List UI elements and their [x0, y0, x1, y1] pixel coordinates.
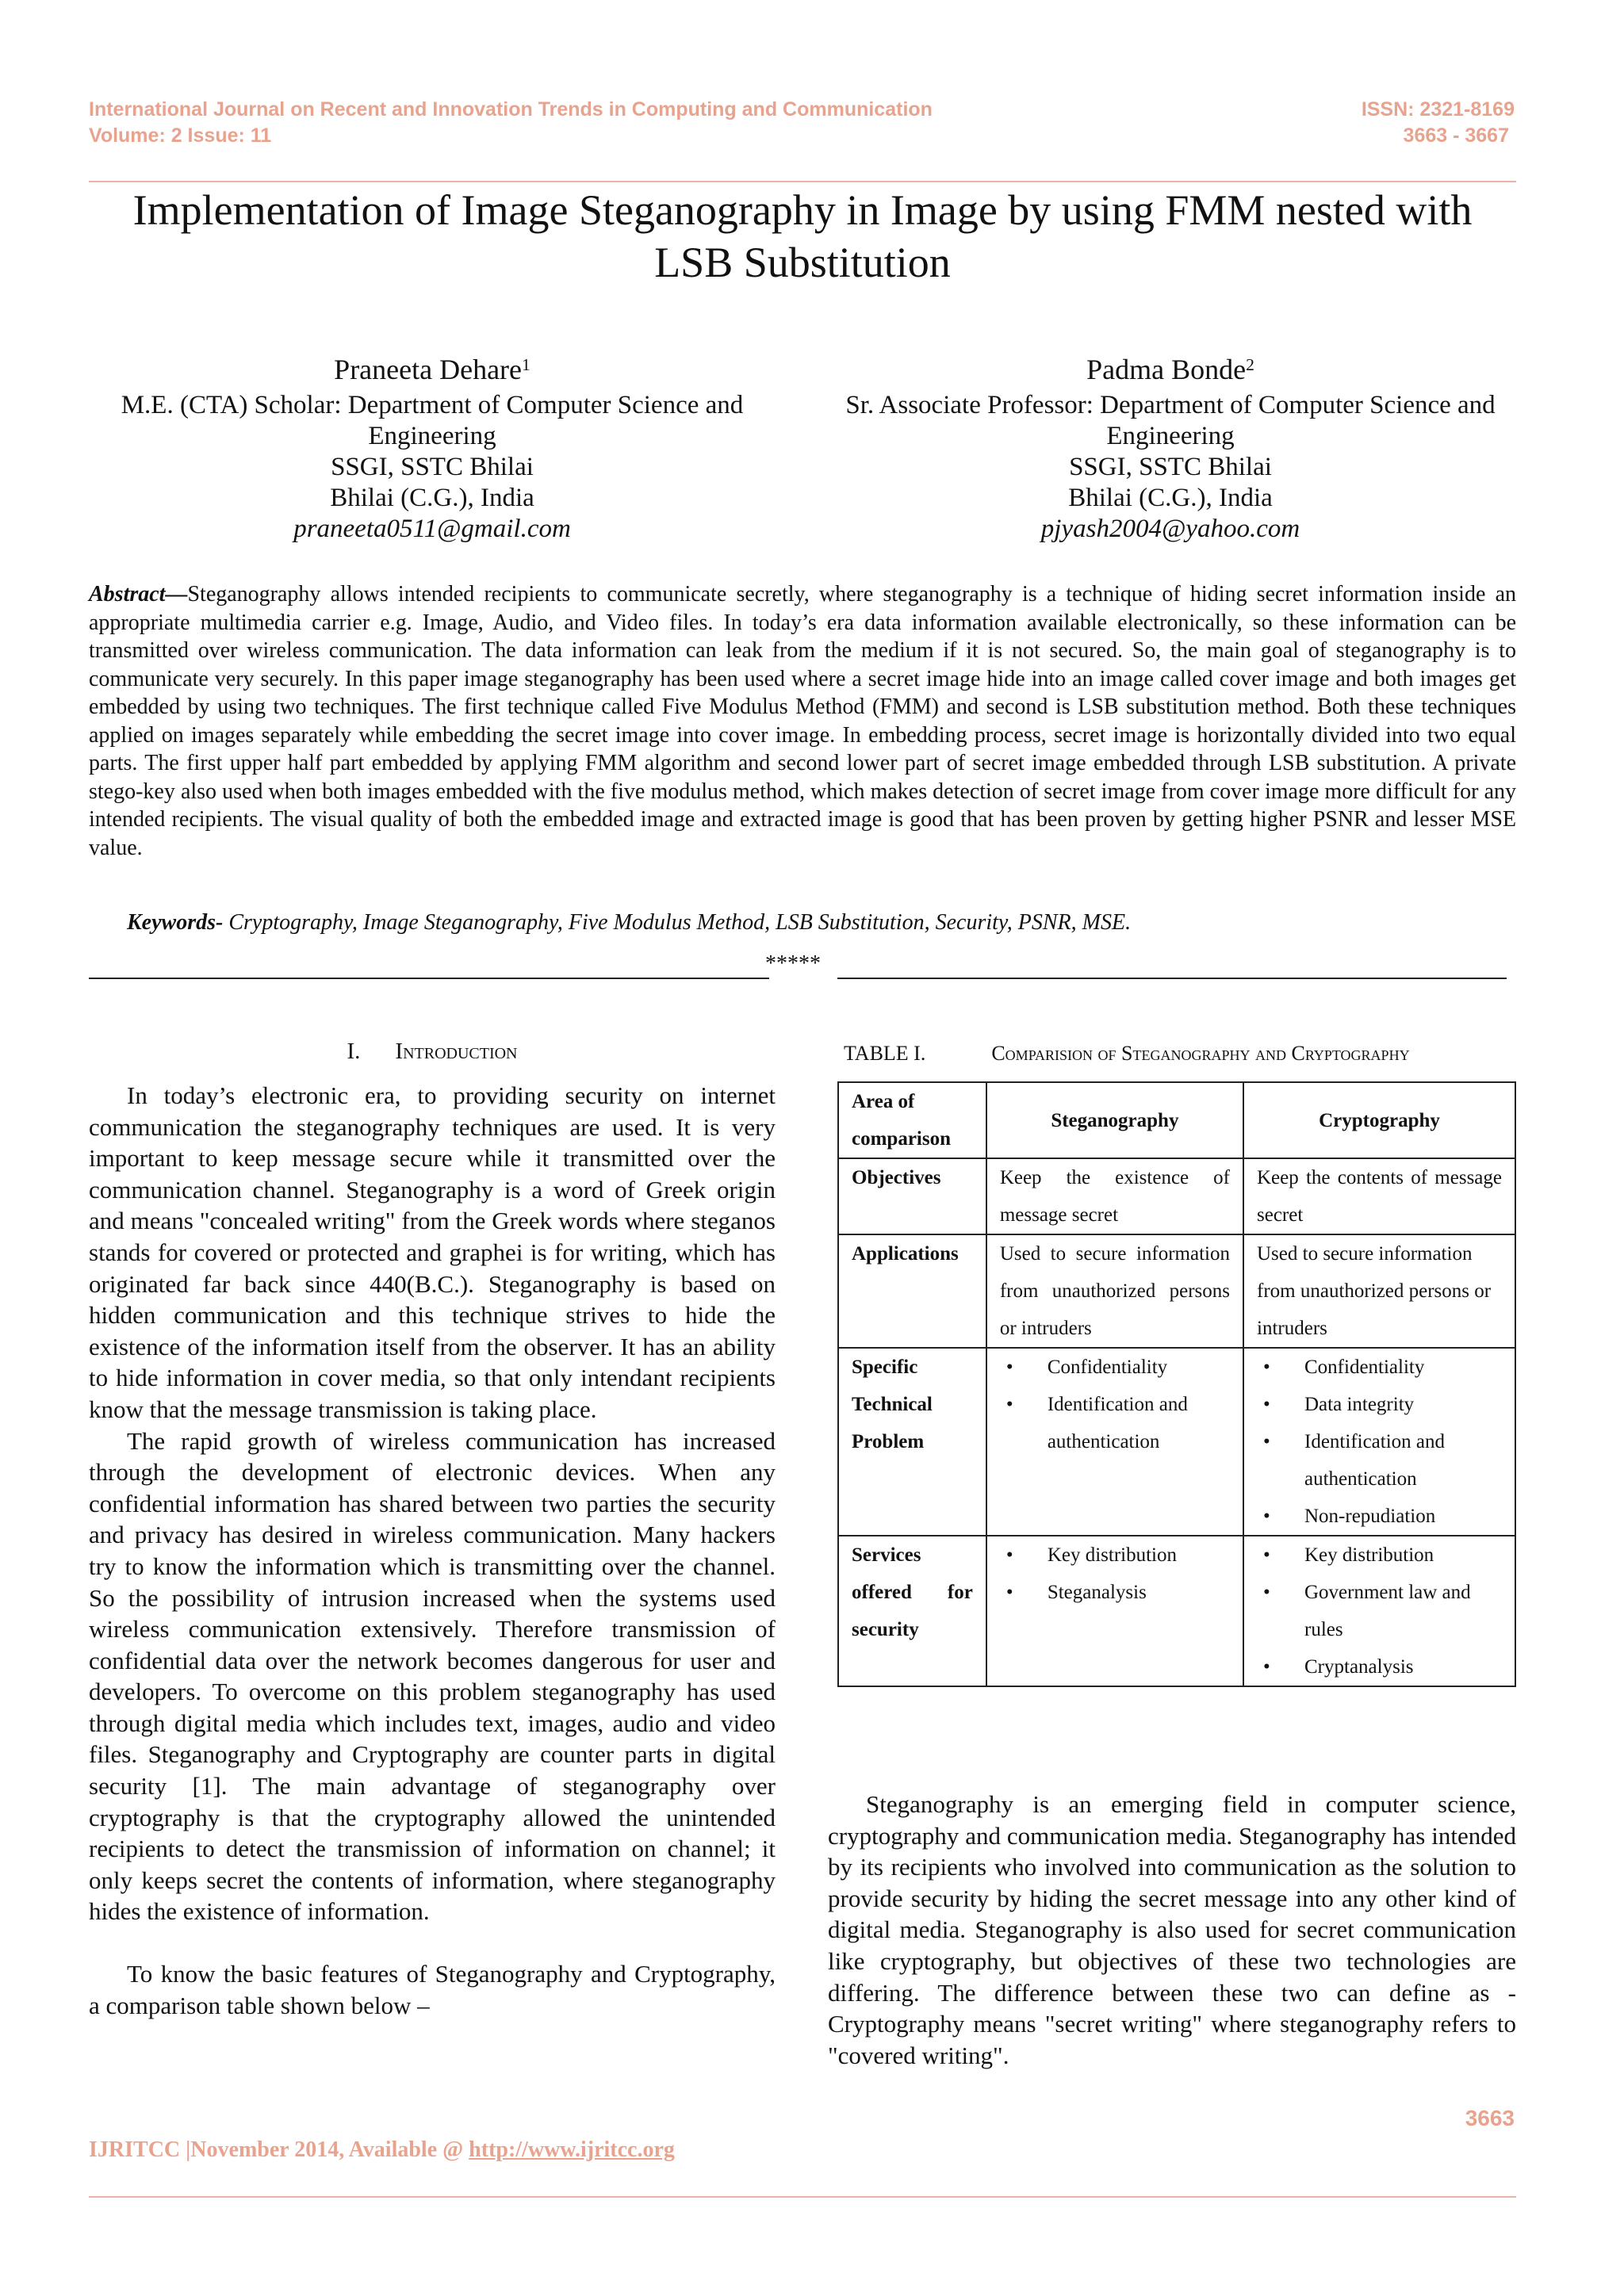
table-cell: Objectives	[838, 1158, 986, 1234]
table-cell	[1243, 1536, 1515, 1686]
keywords	[127, 909, 1515, 937]
paper-title: Implementation of Image Steganography in Image by using FMM nested with LSB Substitution	[132, 186, 1473, 286]
separator-line-left	[89, 978, 769, 979]
author-affiliation: M.E. (CTA) Scholar: Department of Computer Science and Engineering	[121, 391, 744, 450]
paragraph: In today’s electronic era, to providing security on internet communication the steganography techniques are used. It is very important to keep message secure while it transmitted over the communication channel. Steganography is a word of Greek origin and means "concealed writing" from the Greek words where steganos stands for covered or protected and graphei is for writing, which has originated far back since 440(B.C.). Steganography is based on hidden communication and this technique strives to hide the existence of the information itself from the observer. It has an ability to hide information in cover media, so that only intendant recipients know that the message transmission is taking place.	[89, 1081, 776, 1423]
author-name: Padma Bonde$^2$	[1086, 354, 1254, 385]
table-cell: Applications	[838, 1234, 986, 1348]
table-row	[838, 1158, 1515, 1234]
table-cell	[1243, 1348, 1515, 1536]
header-cell: Area of comparison	[838, 1082, 986, 1158]
keywords-text: Cryptography, Image Steganography, Five Modulus Method, LSB Substitution, Security, PSNR, MSE.	[223, 910, 1132, 935]
paragraph: The rapid growth of wireless communication has increased through the development of electronic devices. When any confidential information has shared between two parties the security and privacy has desired in wireless communication. Many hackers try to know the information which is transmitting over the channel. So the possibility of intrusion increased when the systems used wireless communication extensively. Therefore transmission of confidential data over the network becomes dangerous for user and developers. To overcome on this problem steganography has used through digital media which includes text, images, audio and video files. Steganography and Cryptography are counter parts in digital security [1]. The main advantage of steganography over cryptography is that the cryptography allowed the unintended recipients to detect the transmission of information on channel; it only keeps secret the contents of information, where steganography hides the existence of information.	[89, 1426, 776, 1926]
volume-issue: Volume: 2 Issue: 11	[89, 124, 272, 147]
list-item: • Identification and authentication	[1000, 1386, 1230, 1460]
keywords-label: Keywords-	[127, 910, 224, 935]
list-item: • Non-repudiation	[1257, 1498, 1502, 1535]
issn: ISSN: 2321-8169	[1361, 98, 1515, 121]
list-item: • Identification and authentication	[1257, 1423, 1502, 1498]
list-item: • Steganalysis	[1000, 1574, 1230, 1611]
table-cell	[986, 1536, 1243, 1686]
separator-line-right	[837, 978, 1507, 979]
abstract	[89, 580, 1516, 862]
author-email: pjyash2004@yahoo.com	[1040, 515, 1300, 543]
list-item: • Key distribution	[1257, 1536, 1502, 1574]
author-block-1	[89, 349, 776, 545]
author-institute: SSGI, SSTC Bhilai	[331, 453, 534, 481]
author-institute: SSGI, SSTC Bhilai	[1069, 453, 1272, 481]
author-location: Bhilai (C.G.), India	[330, 484, 534, 512]
page-range: 3663 - 3667	[1403, 124, 1509, 147]
table-cell: Used to secure information from unauthorized persons or intruders	[986, 1234, 1243, 1348]
journal-name: International Journal on Recent and Innovation Trends in Computing and Communication	[89, 98, 933, 121]
comparison-table	[837, 1081, 1516, 1687]
section-heading-introduction: I. Introduction	[347, 1039, 518, 1064]
table-header-row	[838, 1082, 1515, 1158]
paragraph: To know the basic features of Steganography and Cryptography, a comparison table shown below –	[89, 1960, 776, 2019]
table-cell: Keep the contents of message secret	[1243, 1158, 1515, 1234]
header-cell: Cryptography	[1243, 1082, 1515, 1158]
table-cell: Specific Technical Problem	[838, 1348, 986, 1536]
table-caption	[844, 1042, 1410, 1066]
footer-text: IJRITCC |November 2014, Available @ http://www.ijritcc.org	[89, 2137, 675, 2162]
table-label: TABLE I.	[844, 1042, 926, 1065]
list-item: • Key distribution	[1000, 1536, 1230, 1574]
author-affiliation: Sr. Associate Professor: Department of Computer Science and Engineering	[845, 391, 1496, 450]
list-item: • Confidentiality	[1000, 1349, 1230, 1386]
table-cell	[986, 1348, 1243, 1536]
list-item: • Cryptanalysis	[1257, 1648, 1502, 1686]
page-number: 3663	[1465, 2106, 1515, 2130]
introduction-body	[89, 1080, 776, 2021]
table-row	[838, 1234, 1515, 1348]
table-title: Comparision of Steganography and Cryptography	[991, 1042, 1410, 1065]
list-item: • Data integrity	[1257, 1386, 1502, 1423]
footer-rule	[89, 2196, 1516, 2198]
header-cell: Steganography	[986, 1082, 1243, 1158]
right-column-body	[828, 1789, 1516, 2071]
table-cell: Keep the existence of message secret	[986, 1158, 1243, 1234]
abstract-text: Steganography allows intended recipients to communicate secretly, where steganography is a technique of hiding secret information inside an appropriate multimedia carrier e.g. Image, Audio, and Video files. In today’s era data information available electronically, so these information can be transmitted over wireless communication. The data information can leak from the medium if it is not secured. So, the main goal of steganography is to communicate very securely. In this paper image steganography has been used where a secret image hide into an image called cover image and both images get embedded by using two techniques. The first technique called Five Modulus Method (FMM) and second is LSB substitution method. Both these techniques applied on images separately while embedding the secret image into cover image. In embedding process, secret image is horizontally divided into two equal parts. The first upper half part embedded by applying FMM algorithm and second lower part of secret image embedded through LSB substitution. A private stego-key also used when both images embedded with the five modulus method, which makes detection of secret image from cover image more difficult for any intended recipients. The visual quality of both the embedded image and extracted image is good that has been proven by getting higher PSNR and lesser MSE value.	[89, 582, 1516, 860]
table-row	[838, 1536, 1515, 1686]
author-email: praneeta0511@gmail.com	[293, 515, 571, 543]
author-block-2	[825, 349, 1516, 545]
separator-stars: *****	[765, 951, 821, 976]
author-name: Praneeta Dehare$^1$	[334, 354, 530, 385]
table-row	[838, 1348, 1515, 1536]
header-rule	[89, 181, 1516, 182]
abstract-label: Abstract—	[89, 582, 188, 607]
paragraph: Steganography is an emerging field in computer science, cryptography and communication media. Steganography has intended by its recipients who involved into communication as the solution to provide security by hiding the secret message into any other kind of digital media. Steganography is also used for secret communication like cryptography, but objectives of these two technologies are differing. The difference between these two can define as - Cryptography means "secret writing" where steganography refers to "covered writing".	[828, 1790, 1516, 2069]
list-item: • Government law and rules	[1257, 1574, 1502, 1648]
footer-link[interactable]: http://www.ijritcc.org	[469, 2137, 675, 2162]
table-cell: Services offered for security	[838, 1536, 986, 1686]
list-item: • Confidentiality	[1257, 1349, 1502, 1386]
table-cell: Used to secure information from unauthorized persons or intruders	[1243, 1234, 1515, 1348]
author-location: Bhilai (C.G.), India	[1068, 484, 1273, 512]
